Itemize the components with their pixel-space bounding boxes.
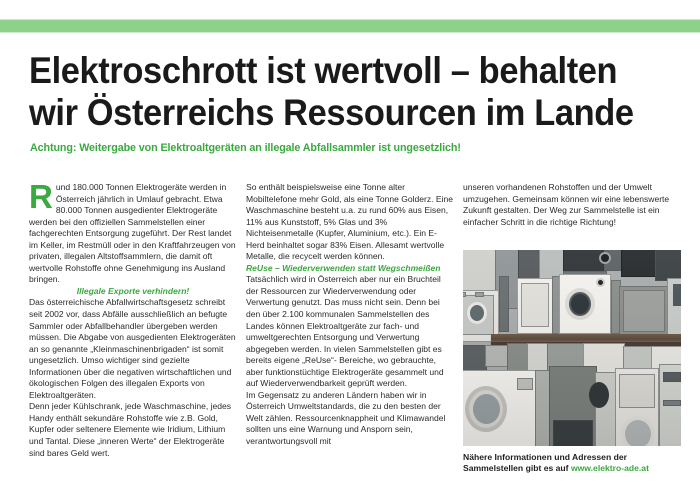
page-title-line-2: wir Österreichs Ressourcen im Lande bbox=[29, 92, 634, 133]
photo-caption-text: Nähere Informationen und Adressen der Sammelstellen gibt es auf bbox=[463, 452, 627, 474]
column-2-paragraph-3: Im Gegensatz zu anderen Ländern haben wir in Österreich Umweltstandards, die zu den besten der Welt zählen. Ressourcenknappheit und Klimawandel sollten uns eine Warnung und Ansporn sein, verantwortungsvoll mit bbox=[246, 389, 446, 447]
lead-paragraph-text: und 180.000 Tonnen Elektrogeräte werden in Österreich jährlich in Umlauf gebracht. Etwa 80.000 Tonnen ausgedienter Elektrogeräte werden bei den offiziellen Sammelstellen einer fachgerechten Entsorgung zugeführt. Der Rest landet im Keller, im Restmüll oder in den Kraftfahrzeugen von privaten, illegalen Altstoffsammlern, die damit oft wertvolle Rohstoffe ohne Genehmigung ins Ausland bringen. bbox=[29, 182, 236, 285]
column-2-paragraph-1: So enthält beispielsweise eine Tonne alter Mobiltelefone mehr Gold, als eine Tonne Golderz. Eine Waschmaschine besteht u.a. zu rund 60% aus Eisen, 11% aus Kunststoff, 5% Glas und 3% Nichteisenmetalle (Kupfer, Aluminium, etc.). Ein E-Herd beinhaltet sogar 83% Eisen. Allesamt wertvolle Metalle, die recycelt werden können. bbox=[246, 182, 453, 262]
top-green-rule bbox=[0, 19, 700, 33]
column-3-paragraph-1: unseren vorhandenen Rohstoffen und der Umwelt umzugehen. Gemeinsam können wir eine lebenswerte Zukunft gestalten. Der Weg zur Sammelstelle ist ein einfacher Schritt in die richtige Richtung! bbox=[463, 182, 670, 227]
kicker-warning: Achtung: Weitergabe von Elektroaltgeräten an illegale Abfallsammler ist ungesetzlich! bbox=[30, 142, 461, 154]
photo-canvas bbox=[463, 250, 681, 446]
photo-tone-overlay bbox=[463, 250, 681, 446]
column-2-paragraph-2: Tatsächlich wird in Österreich aber nur ein Bruchteil der Ressourcen zur Wiederverwendung oder Verwertung genutzt. Das muss nicht sein. Denn bei den über 2.100 kommunalen Sammelstellen des Landes können Elektroaltgeräte zur fach- und umweltgerechten Entsorgung und Verwertung abgegeben werden. In vielen Sammelstellen gibt es bereits eigene „ReUse“- Bereiche, wo gebrauchte, aber funktionstüchtige Elektrogeräte gesammelt und auf Wiederverwendbarkeit geprüft werden. bbox=[246, 274, 444, 389]
photo-caption bbox=[463, 452, 685, 475]
elektro-ade-link[interactable]: www.elektro-ade.at bbox=[570, 463, 649, 474]
article-photo bbox=[463, 250, 681, 446]
page-title-line-1: Elektroschrott ist wertvoll – behalten bbox=[29, 50, 618, 91]
subheading-reuse: ReUse – Wiederverwenden statt Wegschmeißen bbox=[246, 262, 441, 273]
subheading-illegale-exporte: Illegale Exporte verhindern! bbox=[76, 285, 190, 296]
lead-paragraph bbox=[29, 178, 237, 286]
article-column-1 bbox=[29, 178, 237, 459]
drop-cap: R bbox=[29, 178, 53, 215]
article-column-3 bbox=[463, 182, 681, 228]
article-column-2 bbox=[246, 182, 454, 448]
column-1-paragraph-2: Das österreichische Abfallwirtschaftsgesetz schreibt seit 2002 vor, dass Abfälle ausschließlich an befugte Sammler oder Abfallbehandler übergeben werden müssen. Die Abgabe von ausgedienten Elektrogeräten an so genannte „Kleinmaschinenbrigaden“ ist somit ungesetzlich. Umso wichtiger sind gezielte Informationen über die negativen wirtschaftlichen und ökologischen Folgen des illegalen Exports von Elektroaltgeräten. bbox=[29, 297, 236, 400]
page-title bbox=[29, 50, 634, 134]
column-1-paragraph-3: Denn jeder Kühlschrank, jede Waschmaschine, jedes Handy enthält sekundäre Rohstoffe wie z.B. Gold, Kupfer oder seltenere Elemente wie Iridium, Lithium und Tantal. Diese „inneren Werte“ der Elektrogeräte sind bares Geld wert. bbox=[29, 401, 232, 458]
